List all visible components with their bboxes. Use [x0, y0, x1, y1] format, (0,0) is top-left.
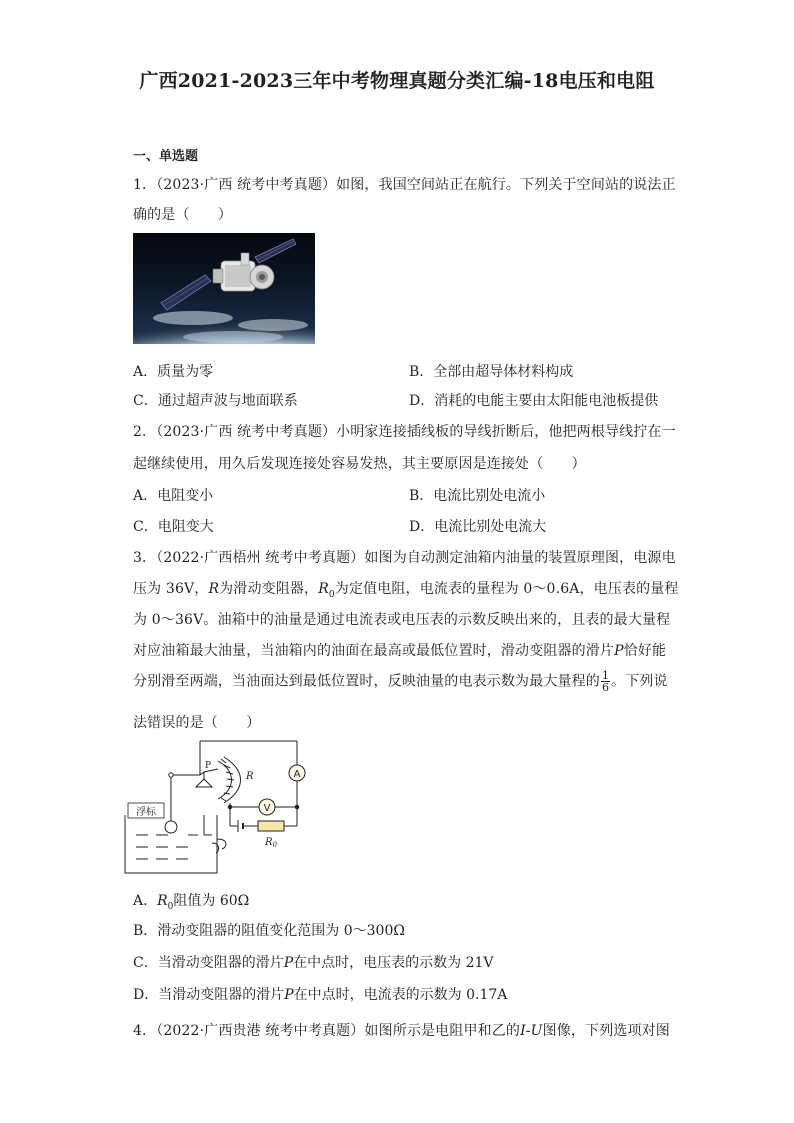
slider-label: P: [204, 761, 212, 771]
svg-text:R0: [264, 837, 278, 849]
r0-subscript: 0: [272, 841, 277, 849]
q3-stem-line1: 3．（2022·广西梧州 统考中考真题）如图为自动测定油箱内油量的装置原理图，电源电: [133, 550, 676, 566]
q3-stem-line3: 为 0～36V。油箱中的油量是通过电流表或电压表的示数反映出来的，且表的最大量程: [133, 612, 671, 628]
q1-option-a[interactable]: A．质量为零: [133, 364, 214, 380]
r0-label: R: [265, 837, 273, 848]
ammeter-label: A: [293, 769, 301, 780]
q2-stem-line1: 2．（2023·广西 统考中考真题）小明家连接插线板的导线折断后，他把两根导线拧在一: [133, 424, 676, 440]
q3-stem-line5: 分别滑至两端，当油面达到最低位置时，反映油量的电表示数为最大量程的 $\frac{1}{6}$ 。下列说: [133, 669, 668, 694]
q2-option-b[interactable]: B．电流比别处电流小: [409, 488, 546, 504]
voltmeter-label: V: [263, 803, 271, 814]
space-station-photo: [133, 233, 315, 344]
q3-option-a[interactable]: A．$R_0$阻值为 60Ω: [133, 893, 250, 912]
q2-stem-line2: 起继续使用，用久后发现连接处容易发热，其主要原因是连接处（ ）: [133, 456, 586, 472]
section-heading: 一、单选题: [133, 149, 199, 164]
fraction-one-sixth: $\frac{1}{6}$: [601, 669, 610, 694]
q3-option-b[interactable]: B．滑动变阻器的阻值变化范围为 0～300Ω: [133, 923, 405, 939]
q2-option-c[interactable]: C．电阻变大: [133, 519, 214, 535]
q2-option-a[interactable]: A．电阻变小: [133, 488, 214, 504]
q1-option-c[interactable]: C．通过超声波与地面联系: [133, 393, 298, 409]
page-title: 广西2021-2023三年中考物理真题分类汇编-18电压和电阻: [139, 70, 655, 92]
q2-option-d[interactable]: D．电流比别处电流大: [409, 519, 547, 535]
q1-stem-line2: 确的是（ ）: [133, 207, 233, 223]
q1-option-b[interactable]: B．全部由超导体材料构成: [409, 364, 574, 380]
q1-stem-line1: 1．（2023·广西 统考中考真题）如图，我国空间站正在航行。下列关于空间站的说法正: [133, 177, 676, 193]
q3-stem-line6: 法错误的是（ ）: [133, 715, 261, 731]
q3-stem-line4: 对应油箱最大油量，当油箱内的油面在最高或最低位置时，滑动变阻器的滑片P恰好能: [133, 643, 667, 659]
q3-stem-line2: 压为 36V，R为滑动变阻器，$R_0$为定值电阻，电流表的量程为 0～0.6A，电压表的量程: [133, 581, 679, 600]
float-label: 浮标: [136, 807, 156, 818]
oil-gauge-circuit-diagram: [122, 735, 314, 875]
q3-option-d[interactable]: D．当滑动变阻器的滑片P在中点时，电流表的示数为 0.17A: [133, 987, 508, 1003]
q1-option-d[interactable]: D．消耗的电能主要由太阳能电池板提供: [409, 393, 659, 409]
rheostat-label: R: [246, 771, 254, 782]
q4-stem-line1: 4．（2022·广西贵港 统考中考真题）如图所示是电阻甲和乙的I-U图像，下列选项对图: [133, 1023, 670, 1039]
q3-option-c[interactable]: C．当滑动变阻器的滑片P在中点时，电压表的示数为 21V: [133, 955, 494, 971]
